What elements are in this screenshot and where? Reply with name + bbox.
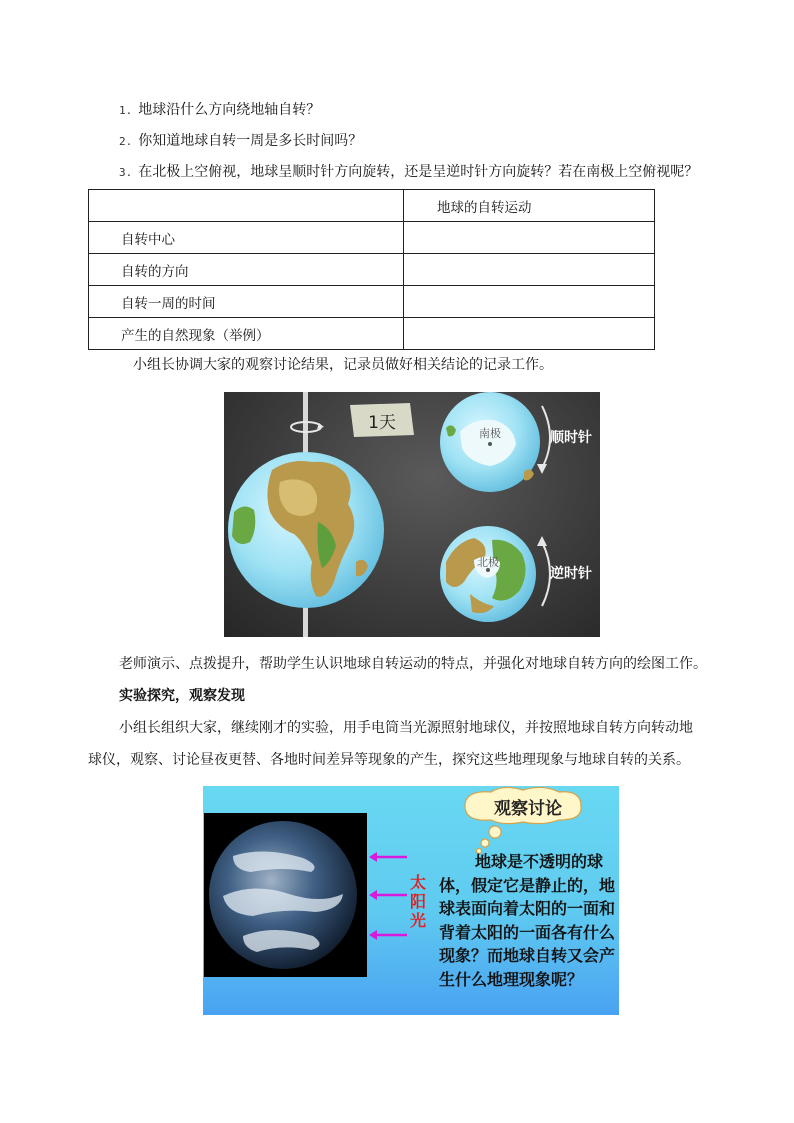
counterclockwise-arrow-icon <box>542 542 550 606</box>
table-cell: 自转中心 <box>89 222 404 254</box>
table-row <box>89 222 655 254</box>
discussion-text <box>439 850 619 991</box>
north-pole-label: 北极 <box>477 556 499 569</box>
paragraph-teacher: 老师演示、点拨提升，帮助学生认识地球自转运动的特点，并强化对地球自转方向的绘图工作。 <box>119 656 707 672</box>
sunlight-arrows <box>369 852 407 940</box>
table-header-cell: 地球的自转运动 <box>404 190 655 222</box>
table-row <box>89 286 655 318</box>
table-cell <box>404 222 655 254</box>
south-pole-label: 南极 <box>479 427 501 440</box>
table-cell <box>404 318 655 350</box>
discussion-text-body: 地球是不透明的球体，假定它是静止的，地球表面向着太阳的一面和背着太阳的一面各有什么现象？而地球自转又会产生什么地理现象呢？ <box>439 852 616 989</box>
paragraph-experiment-line1: 小组长组织大家，继续刚才的实验，用手电筒当光源照射地球仪，并按照地球自转方向转动地 <box>119 720 693 736</box>
table-header-row <box>89 190 655 222</box>
table-row <box>89 254 655 286</box>
question-number: 2. <box>119 135 133 148</box>
day-label: 1天 <box>368 413 396 433</box>
earth-rotation-figure <box>224 392 600 637</box>
table-cell <box>404 254 655 286</box>
question-text: 你知道地球自转一周是多长时间吗？ <box>138 133 363 149</box>
table-cell: 自转一周的时间 <box>89 286 404 318</box>
table-cell: 自转的方向 <box>89 254 404 286</box>
table-row <box>89 318 655 350</box>
south-pole-dot <box>488 442 492 446</box>
rotation-table <box>88 189 655 350</box>
question-2 <box>119 132 362 151</box>
bubble-title: 观察讨论 <box>494 799 562 819</box>
table-cell: 产生的自然现象（举例） <box>89 318 404 350</box>
clockwise-label: 顺时针 <box>550 430 592 446</box>
paragraph-experiment-line2: 球仪，观察、讨论昼夜更替、各地时间差异等现象的产生，探究这些地理现象与地球自转的关系。 <box>88 752 690 768</box>
paragraph-group-leader: 小组长协调大家的观察讨论结果，记录员做好相关结论的记录工作。 <box>133 357 553 373</box>
table-cell <box>404 286 655 318</box>
clockwise-arrow-icon <box>542 406 550 468</box>
table-header-cell <box>89 190 404 222</box>
section-heading: 实验探究，观察发现 <box>119 688 245 704</box>
question-1 <box>119 101 320 120</box>
question-text: 地球沿什么方向绕地轴自转？ <box>138 102 321 118</box>
counterclockwise-label: 逆时针 <box>550 566 592 582</box>
question-3 <box>119 163 698 182</box>
question-number: 3. <box>119 166 133 179</box>
sunlight-label: 太阳光 <box>410 873 427 930</box>
earth-rotation-illustration <box>224 392 600 637</box>
question-number: 1. <box>119 104 133 117</box>
question-text: 在北极上空俯视，地球呈顺时针方向旋转，还是呈逆时针方向旋转？若在南极上空俯视呢？ <box>138 164 699 180</box>
